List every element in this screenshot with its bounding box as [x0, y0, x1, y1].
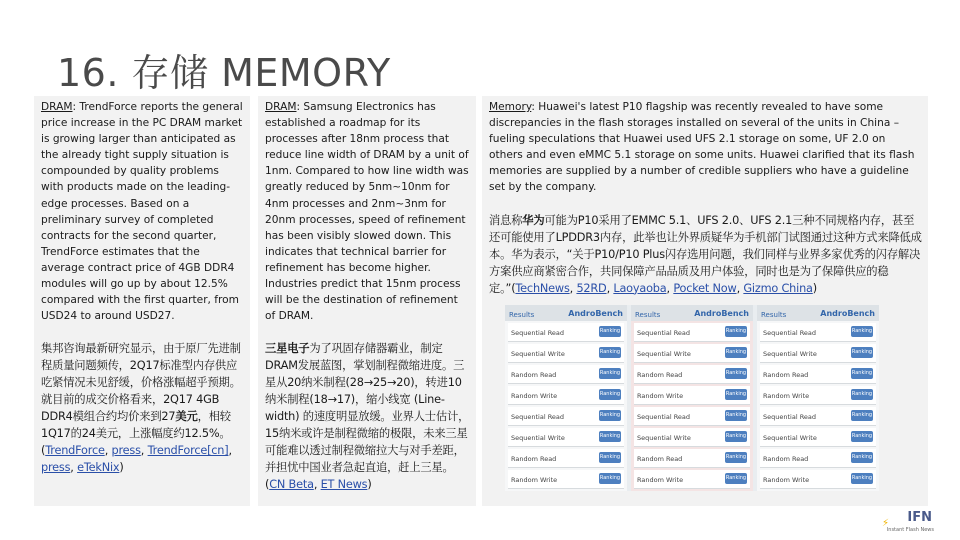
- link-press[interactable]: press: [111, 444, 141, 458]
- benchmark-row: [508, 386, 624, 405]
- ranking-button: Ranking: [851, 368, 873, 379]
- col1-en-text: : TrendForce reports the general price increase in the PC DRAM market is growing larger than anticipated as the already tight supply situation is compounded by quality problems with products made on the leading-edge processes. Based on a preliminary survey of completed contracts for the second quarter, TrendForce estimates that the average contract price of 4GB DDR4 modules will go up by about 12.5% compared with the first quarter, from USD24 to around USD27.: [41, 101, 243, 323]
- benchmark-row-label: Random Read: [763, 370, 809, 379]
- sep: ,: [70, 461, 78, 475]
- ranking-button: Ranking: [599, 368, 621, 379]
- ranking-button: Ranking: [725, 368, 747, 379]
- benchmark-row: [760, 386, 876, 405]
- benchmark-row: [508, 449, 624, 468]
- col1-label: DRAM: [41, 101, 73, 113]
- benchmark-row: [634, 323, 750, 342]
- benchmark-row-label: Sequential Write: [763, 349, 817, 358]
- benchmark-row-label: Random Write: [637, 475, 684, 484]
- benchmark-row-label: Random Write: [511, 391, 558, 400]
- ranking-button: Ranking: [599, 347, 621, 358]
- ranking-button: Ranking: [851, 431, 873, 442]
- benchmark-row: [760, 344, 876, 363]
- col2-zh-text: 为了巩固存储器霸业，制定DRAM发展蓝图，掌划制程微缩进度。三星从20纳米制程(28→25→20)，转进10纳米制程(18→17)，缩小线宽 (Line-width) 的速度明显放缓。业界人士估计，15纳米或许是制程微缩的极限，未来三星可能难以透过制程微缩拉大与对手差距，并担忧中国业者急起直追，赶上三星。(: [265, 342, 470, 492]
- col2-label: DRAM: [265, 101, 297, 113]
- ranking-button: Ranking: [599, 431, 621, 442]
- ranking-button: Ranking: [599, 389, 621, 400]
- sep: ,: [569, 281, 577, 295]
- link-laoyaoba[interactable]: Laoyaoba: [613, 281, 667, 295]
- ranking-button: Ranking: [851, 452, 873, 463]
- link-trendforce-cn[interactable]: TrendForce[cn]: [147, 444, 229, 458]
- link-52rd[interactable]: 52RD: [576, 281, 607, 295]
- benchmark-row-label: Sequential Read: [763, 328, 817, 337]
- dram-samsung-column: [258, 96, 476, 506]
- brand-tagline: Instant Flash News: [886, 527, 934, 533]
- ranking-button: Ranking: [725, 347, 747, 358]
- col2-chinese: [265, 340, 470, 493]
- results-label: Results: [761, 310, 787, 319]
- col2-zh-bold: 三星电子: [265, 342, 310, 356]
- link-technews[interactable]: TechNews: [515, 281, 570, 295]
- ranking-button: Ranking: [599, 326, 621, 337]
- benchmark-row-label: Random Write: [637, 391, 684, 400]
- paren-close: ): [119, 461, 124, 475]
- sep: ,: [606, 281, 614, 295]
- ranking-button: Ranking: [851, 389, 873, 400]
- benchmark-row-label: Sequential Read: [763, 412, 817, 421]
- sep: ,: [666, 281, 674, 295]
- benchmark-row: [634, 344, 750, 363]
- benchmark-row: [634, 386, 750, 405]
- lightning-icon: ⚡: [882, 518, 890, 529]
- col1-zh-a: 集邦咨询最新研究显示，由于原厂先进制程质量问题频传，2Q17标准型内存供应吃紧情况未见舒缓，价格涨幅超乎预期。就目前的成交价格看来，2Q17 4GB DDR4模组合约均价来到27: [41, 342, 241, 424]
- benchmark-row-label: Sequential Read: [511, 328, 565, 337]
- benchmark-row-label: Sequential Read: [511, 412, 565, 421]
- ranking-button: Ranking: [725, 452, 747, 463]
- col3-chinese: [489, 212, 922, 297]
- col3-zh-a: 消息称: [489, 213, 523, 227]
- ranking-button: Ranking: [725, 389, 747, 400]
- benchmark-row-label: Random Write: [763, 391, 810, 400]
- benchmark-panel: [631, 305, 753, 491]
- benchmark-row-label: Sequential Write: [637, 349, 691, 358]
- paren-close: ): [812, 281, 817, 295]
- benchmark-panel: [757, 305, 879, 491]
- link-pocket-now[interactable]: Pocket Now: [673, 281, 737, 295]
- ranking-button: Ranking: [851, 410, 873, 421]
- ranking-button: Ranking: [725, 431, 747, 442]
- benchmark-row: [760, 470, 876, 489]
- benchmark-header: [631, 305, 753, 321]
- benchmark-row: [508, 344, 624, 363]
- col2-en-text: : Samsung Electronics has established a roadmap for its processes after 18nm process that reduce line width of DRAM by a unit of 1nm. Compared to how line width was greatly reduced by 5nm~10nm for 4nm processes and 2nm~3nm for 20nm processes, speed of refinement has been visibly slowed down. This indicates that technical barrier for refinement has become higher. Industries predict that 15nm process will be the destination of refinement of DRAM.: [265, 101, 469, 323]
- benchmark-header: [757, 305, 879, 321]
- benchmark-row-label: Random Read: [511, 454, 557, 463]
- sep: ,: [228, 444, 232, 458]
- benchmark-row-label: Random Write: [511, 475, 558, 484]
- benchmark-row: [760, 365, 876, 384]
- benchmark-row-label: Random Write: [763, 475, 810, 484]
- sep: ,: [736, 281, 744, 295]
- androbench-logo: AndroBench: [694, 308, 749, 318]
- benchmark-row-label: Random Read: [637, 370, 683, 379]
- ranking-button: Ranking: [599, 473, 621, 484]
- col3-label: Memory: [489, 101, 532, 113]
- dram-trendforce-column: [34, 96, 250, 506]
- benchmark-row: [508, 323, 624, 342]
- sep: ,: [104, 444, 112, 458]
- link-et-news[interactable]: ET News: [320, 478, 368, 492]
- benchmark-header: [505, 305, 627, 321]
- col3-zh-bold: 华为: [522, 213, 545, 227]
- col1-zh-b: ，相较1Q17的24美元，上涨幅度约12.5%。(: [41, 410, 231, 458]
- benchmark-row: [760, 449, 876, 468]
- ranking-button: Ranking: [851, 326, 873, 337]
- col3-english: [489, 99, 922, 196]
- benchmark-row: [508, 428, 624, 447]
- link-trendforce[interactable]: TrendForce: [45, 444, 105, 458]
- benchmark-row-label: Sequential Read: [637, 328, 691, 337]
- link-gizmo-china[interactable]: Gizmo China: [743, 281, 813, 295]
- results-label: Results: [509, 310, 535, 319]
- benchmark-row-label: Sequential Write: [763, 433, 817, 442]
- link-eteknix[interactable]: eTekNix: [77, 461, 120, 475]
- benchmark-row-label: Random Read: [637, 454, 683, 463]
- benchmark-row: [760, 323, 876, 342]
- col1-english: [41, 99, 244, 324]
- androbench-screenshot: [505, 305, 879, 491]
- benchmark-row: [634, 407, 750, 426]
- sep: ,: [140, 444, 148, 458]
- link-cn-beta[interactable]: CN Beta: [269, 478, 314, 492]
- col3-en-text: : Huawei's latest P10 flagship was recently revealed to have some discrepancies in the flash storages installed on several of the units in China – fueling speculations that Huawei used UFS 2.1 storage on some, UF 2.0 on others and even eMMC 5.1 storage on some units. Huawei clarified that its flash memories are supplied by a number of credible suppliers who have a guideline set by the company.: [489, 101, 915, 194]
- benchmark-row: [760, 428, 876, 447]
- benchmark-row: [760, 407, 876, 426]
- benchmark-row-label: Sequential Write: [511, 433, 565, 442]
- benchmark-row-label: Sequential Read: [637, 412, 691, 421]
- ranking-button: Ranking: [851, 347, 873, 358]
- ranking-button: Ranking: [725, 410, 747, 421]
- ranking-button: Ranking: [599, 410, 621, 421]
- sep: ,: [313, 478, 321, 492]
- memory-huawei-column: [482, 96, 928, 506]
- benchmark-row-label: Sequential Write: [637, 433, 691, 442]
- benchmark-row: [634, 428, 750, 447]
- paren-close: ): [367, 478, 372, 492]
- results-label: Results: [635, 310, 661, 319]
- ranking-button: Ranking: [599, 452, 621, 463]
- page-title: 16. 存储 MEMORY: [57, 51, 391, 95]
- androbench-logo: AndroBench: [568, 308, 623, 318]
- col3-zh-b: 可能为P10采用了EMMC 5.1、UFS 2.0、UFS 2.1三种不同规格内存，甚至还可能使用了LPDDR3内存，此举也让外界质疑华为手机部门试图通过这种方式来降低成本。华为表示，“关于P10/P10 Plus闪存选用问题，我们同样与业界多家优秀的闪存解决方案供应商紧密合作，共同保障产品品质及用户体验，同时也是为了保障供应的稳定。”(: [489, 213, 922, 295]
- benchmark-row-label: Sequential Write: [511, 349, 565, 358]
- col1-chinese: [41, 340, 244, 476]
- benchmark-row: [508, 470, 624, 489]
- benchmark-row: [508, 365, 624, 384]
- brand-mark: IFN: [907, 510, 932, 525]
- androbench-logo: AndroBench: [820, 308, 875, 318]
- link-press-2[interactable]: press: [41, 461, 71, 475]
- col2-english: [265, 99, 470, 324]
- benchmark-row: [634, 365, 750, 384]
- benchmark-panel: [505, 305, 627, 491]
- benchmark-row: [508, 407, 624, 426]
- ranking-button: Ranking: [851, 473, 873, 484]
- benchmark-row: [634, 470, 750, 489]
- col1-zh-bold: 美元: [175, 410, 198, 424]
- benchmark-row-label: Random Read: [511, 370, 557, 379]
- ranking-button: Ranking: [725, 326, 747, 337]
- ranking-button: Ranking: [725, 473, 747, 484]
- benchmark-row-label: Random Read: [763, 454, 809, 463]
- ifn-logo: [880, 510, 940, 536]
- benchmark-row: [634, 449, 750, 468]
